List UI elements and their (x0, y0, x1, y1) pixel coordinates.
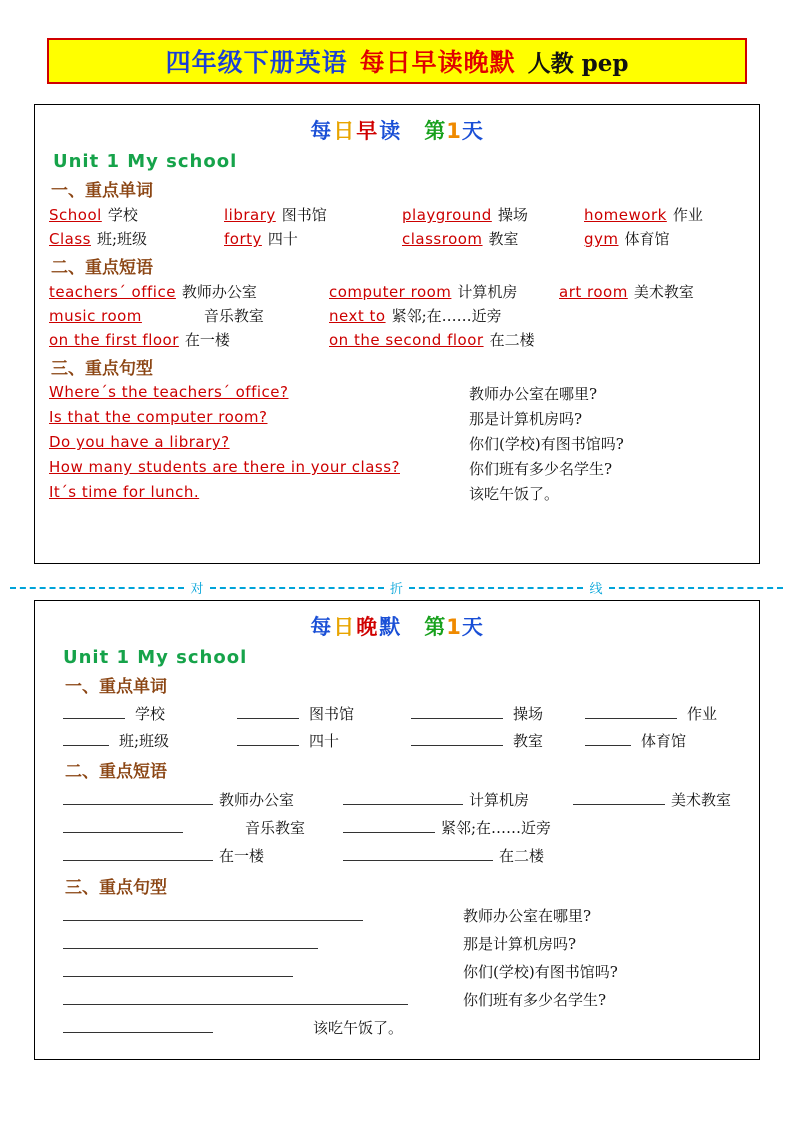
sentence-cn: 教师办公室在哪里? (469, 385, 598, 403)
cut-label-2: 折 (389, 582, 403, 597)
phrase-cn: 在二楼 (499, 847, 545, 865)
evening-word-row (63, 730, 759, 751)
morning-reading-card (34, 104, 760, 564)
evening-word-row (63, 703, 759, 724)
word-cn: 作业 (672, 206, 703, 224)
sentence-en: Do you have a library? (49, 433, 230, 451)
sentence-cn: 你们班有多少名学生? (463, 991, 607, 1009)
phrase-en: on the first floor (49, 331, 179, 349)
sentence-en: How many students are there in your class? (49, 458, 400, 476)
sentence-en: Where´s the teachers´ office? (49, 383, 289, 401)
word-blank-input[interactable] (237, 703, 299, 719)
word-cn: 班;班级 (119, 732, 170, 750)
phrase-cn: 教师办公室 (181, 283, 257, 301)
page-title-banner (47, 38, 747, 84)
word-blank-input[interactable] (411, 703, 503, 719)
phrase-en: teachers´ office (49, 283, 176, 301)
phrase-cn: 在一楼 (219, 847, 265, 865)
word-cn: 体育馆 (641, 732, 687, 750)
sentence-cn: 那是计算机房吗? (463, 935, 577, 953)
word-cn: 四十 (267, 230, 298, 248)
phrase-en: on the second floor (329, 331, 484, 349)
sentence-blank-input[interactable] (63, 1017, 213, 1033)
page-title-main: 四年级下册英语 (165, 48, 348, 77)
word-en: forty (224, 230, 262, 248)
cut-label-3: 线 (589, 582, 603, 597)
phrase-blank-input[interactable] (63, 845, 213, 861)
sentence-en: Is that the computer room? (49, 408, 268, 426)
cut-dash-segment (210, 587, 384, 589)
sentence-en: It´s time for lunch. (49, 483, 200, 501)
phrase-blank-input[interactable] (343, 789, 463, 805)
evening-sentence-row (63, 989, 759, 1010)
word-en: gym (584, 230, 619, 248)
evening-sentence-row (63, 961, 759, 982)
morning-section-header (35, 105, 759, 145)
cut-dash-segment (409, 587, 583, 589)
sentence-cn: 你们(学校)有图书馆吗? (463, 963, 618, 981)
sentence-cn: 该吃午饭了。 (313, 1019, 404, 1037)
word-blank-input[interactable] (585, 703, 677, 719)
evening-section-header (35, 601, 759, 641)
phrase-en: computer room (329, 283, 452, 301)
sentence-blank-input[interactable] (63, 933, 318, 949)
phrase-cn: 紧邻;在……近旁 (441, 819, 552, 837)
cut-dash-segment (10, 587, 184, 589)
word-cn: 体育馆 (624, 230, 670, 248)
evening-phrases-heading: 二、重点短语 (65, 762, 167, 782)
phrase-cn: 计算机房 (469, 791, 530, 809)
phrase-blank-input[interactable] (63, 817, 183, 833)
morning-sentences-heading: 三、重点句型 (51, 359, 153, 379)
phrase-cn: 教师办公室 (219, 791, 295, 809)
sentence-cn: 你们(学校)有图书馆吗? (469, 435, 624, 453)
sentence-cn: 你们班有多少名学生? (469, 460, 613, 478)
morning-phrases-heading: 二、重点短语 (51, 258, 153, 278)
word-blank-input[interactable] (63, 703, 125, 719)
morning-day-label: 第1天 (424, 119, 484, 143)
word-cn: 操场 (497, 206, 528, 224)
phrase-cn: 紧邻;在……近旁 (391, 307, 502, 325)
morning-phrase-row (49, 329, 759, 350)
word-en: School (49, 206, 102, 224)
morning-phrase-row (49, 281, 759, 302)
word-cn: 班;班级 (96, 230, 148, 248)
phrase-en: next to (329, 307, 386, 325)
evening-phrase-row (63, 845, 759, 866)
evening-dictation-card (34, 600, 760, 1060)
page-title-highlight: 每日早读晚默 (359, 48, 516, 77)
sentence-blank-input[interactable] (63, 961, 293, 977)
phrase-blank-input[interactable] (343, 845, 493, 861)
morning-sentence-row (49, 408, 759, 429)
word-blank-input[interactable] (585, 730, 631, 746)
word-cn: 教室 (488, 230, 519, 248)
word-cn: 作业 (687, 705, 718, 723)
cut-label-1: 对 (190, 582, 204, 597)
phrase-blank-input[interactable] (63, 789, 213, 805)
word-en: playground (402, 206, 492, 224)
evening-words-heading: 一、重点单词 (65, 677, 167, 697)
word-en: classroom (402, 230, 483, 248)
sentence-cn: 那是计算机房吗? (469, 410, 583, 428)
evening-sentence-row (63, 1017, 759, 1038)
morning-word-row (49, 204, 759, 225)
phrase-blank-input[interactable] (573, 789, 665, 805)
cut-dash-segment (609, 587, 783, 589)
morning-word-row (49, 228, 759, 249)
word-blank-input[interactable] (237, 730, 299, 746)
phrase-cn: 美术教室 (633, 283, 694, 301)
word-cn: 图书馆 (281, 206, 327, 224)
word-en: homework (584, 206, 667, 224)
phrase-cn: 美术教室 (671, 791, 732, 809)
evening-phrase-row (63, 789, 759, 810)
word-cn: 操场 (513, 705, 544, 723)
evening-day-label: 第1天 (424, 615, 484, 639)
morning-badge: 每日早读 (310, 119, 403, 143)
word-cn: 学校 (107, 206, 138, 224)
word-en: library (224, 206, 276, 224)
word-en: Class (49, 230, 91, 248)
evening-sentence-row (63, 905, 759, 926)
evening-badge: 每日晚默 (310, 615, 403, 639)
phrase-cn: 在一楼 (184, 331, 230, 349)
phrase-cn: 音乐教室 (245, 819, 306, 837)
morning-sentence-row (49, 433, 759, 454)
word-cn: 图书馆 (309, 705, 355, 723)
sentence-cn: 教师办公室在哪里? (463, 907, 592, 925)
phrase-cn: 计算机房 (457, 283, 518, 301)
word-cn: 四十 (309, 732, 340, 750)
word-cn: 学校 (135, 705, 166, 723)
evening-phrase-row (63, 817, 759, 838)
fold-cut-line (10, 578, 783, 597)
phrase-blank-input[interactable] (343, 817, 435, 833)
phrase-cn: 在二楼 (489, 331, 535, 349)
morning-sentence-row (49, 483, 759, 504)
phrase-en: music room (49, 307, 142, 325)
page-title-tail: 人教 pep (527, 49, 629, 77)
phrase-en: art room (559, 283, 628, 301)
word-blank-input[interactable] (411, 730, 503, 746)
phrase-cn: 音乐教室 (203, 307, 264, 325)
word-blank-input[interactable] (63, 730, 109, 746)
morning-words-heading: 一、重点单词 (51, 181, 153, 201)
morning-sentence-row (49, 458, 759, 479)
sentence-blank-input[interactable] (63, 989, 408, 1005)
sentence-blank-input[interactable] (63, 905, 363, 921)
morning-sentence-row (49, 383, 759, 404)
sentence-cn: 该吃午饭了。 (469, 485, 560, 503)
word-cn: 教室 (513, 732, 544, 750)
morning-unit-title: Unit 1 My school (53, 151, 238, 172)
evening-sentences-heading: 三、重点句型 (65, 878, 167, 898)
evening-unit-title: Unit 1 My school (63, 647, 248, 668)
evening-sentence-row (63, 933, 759, 954)
morning-phrase-row (49, 305, 759, 326)
